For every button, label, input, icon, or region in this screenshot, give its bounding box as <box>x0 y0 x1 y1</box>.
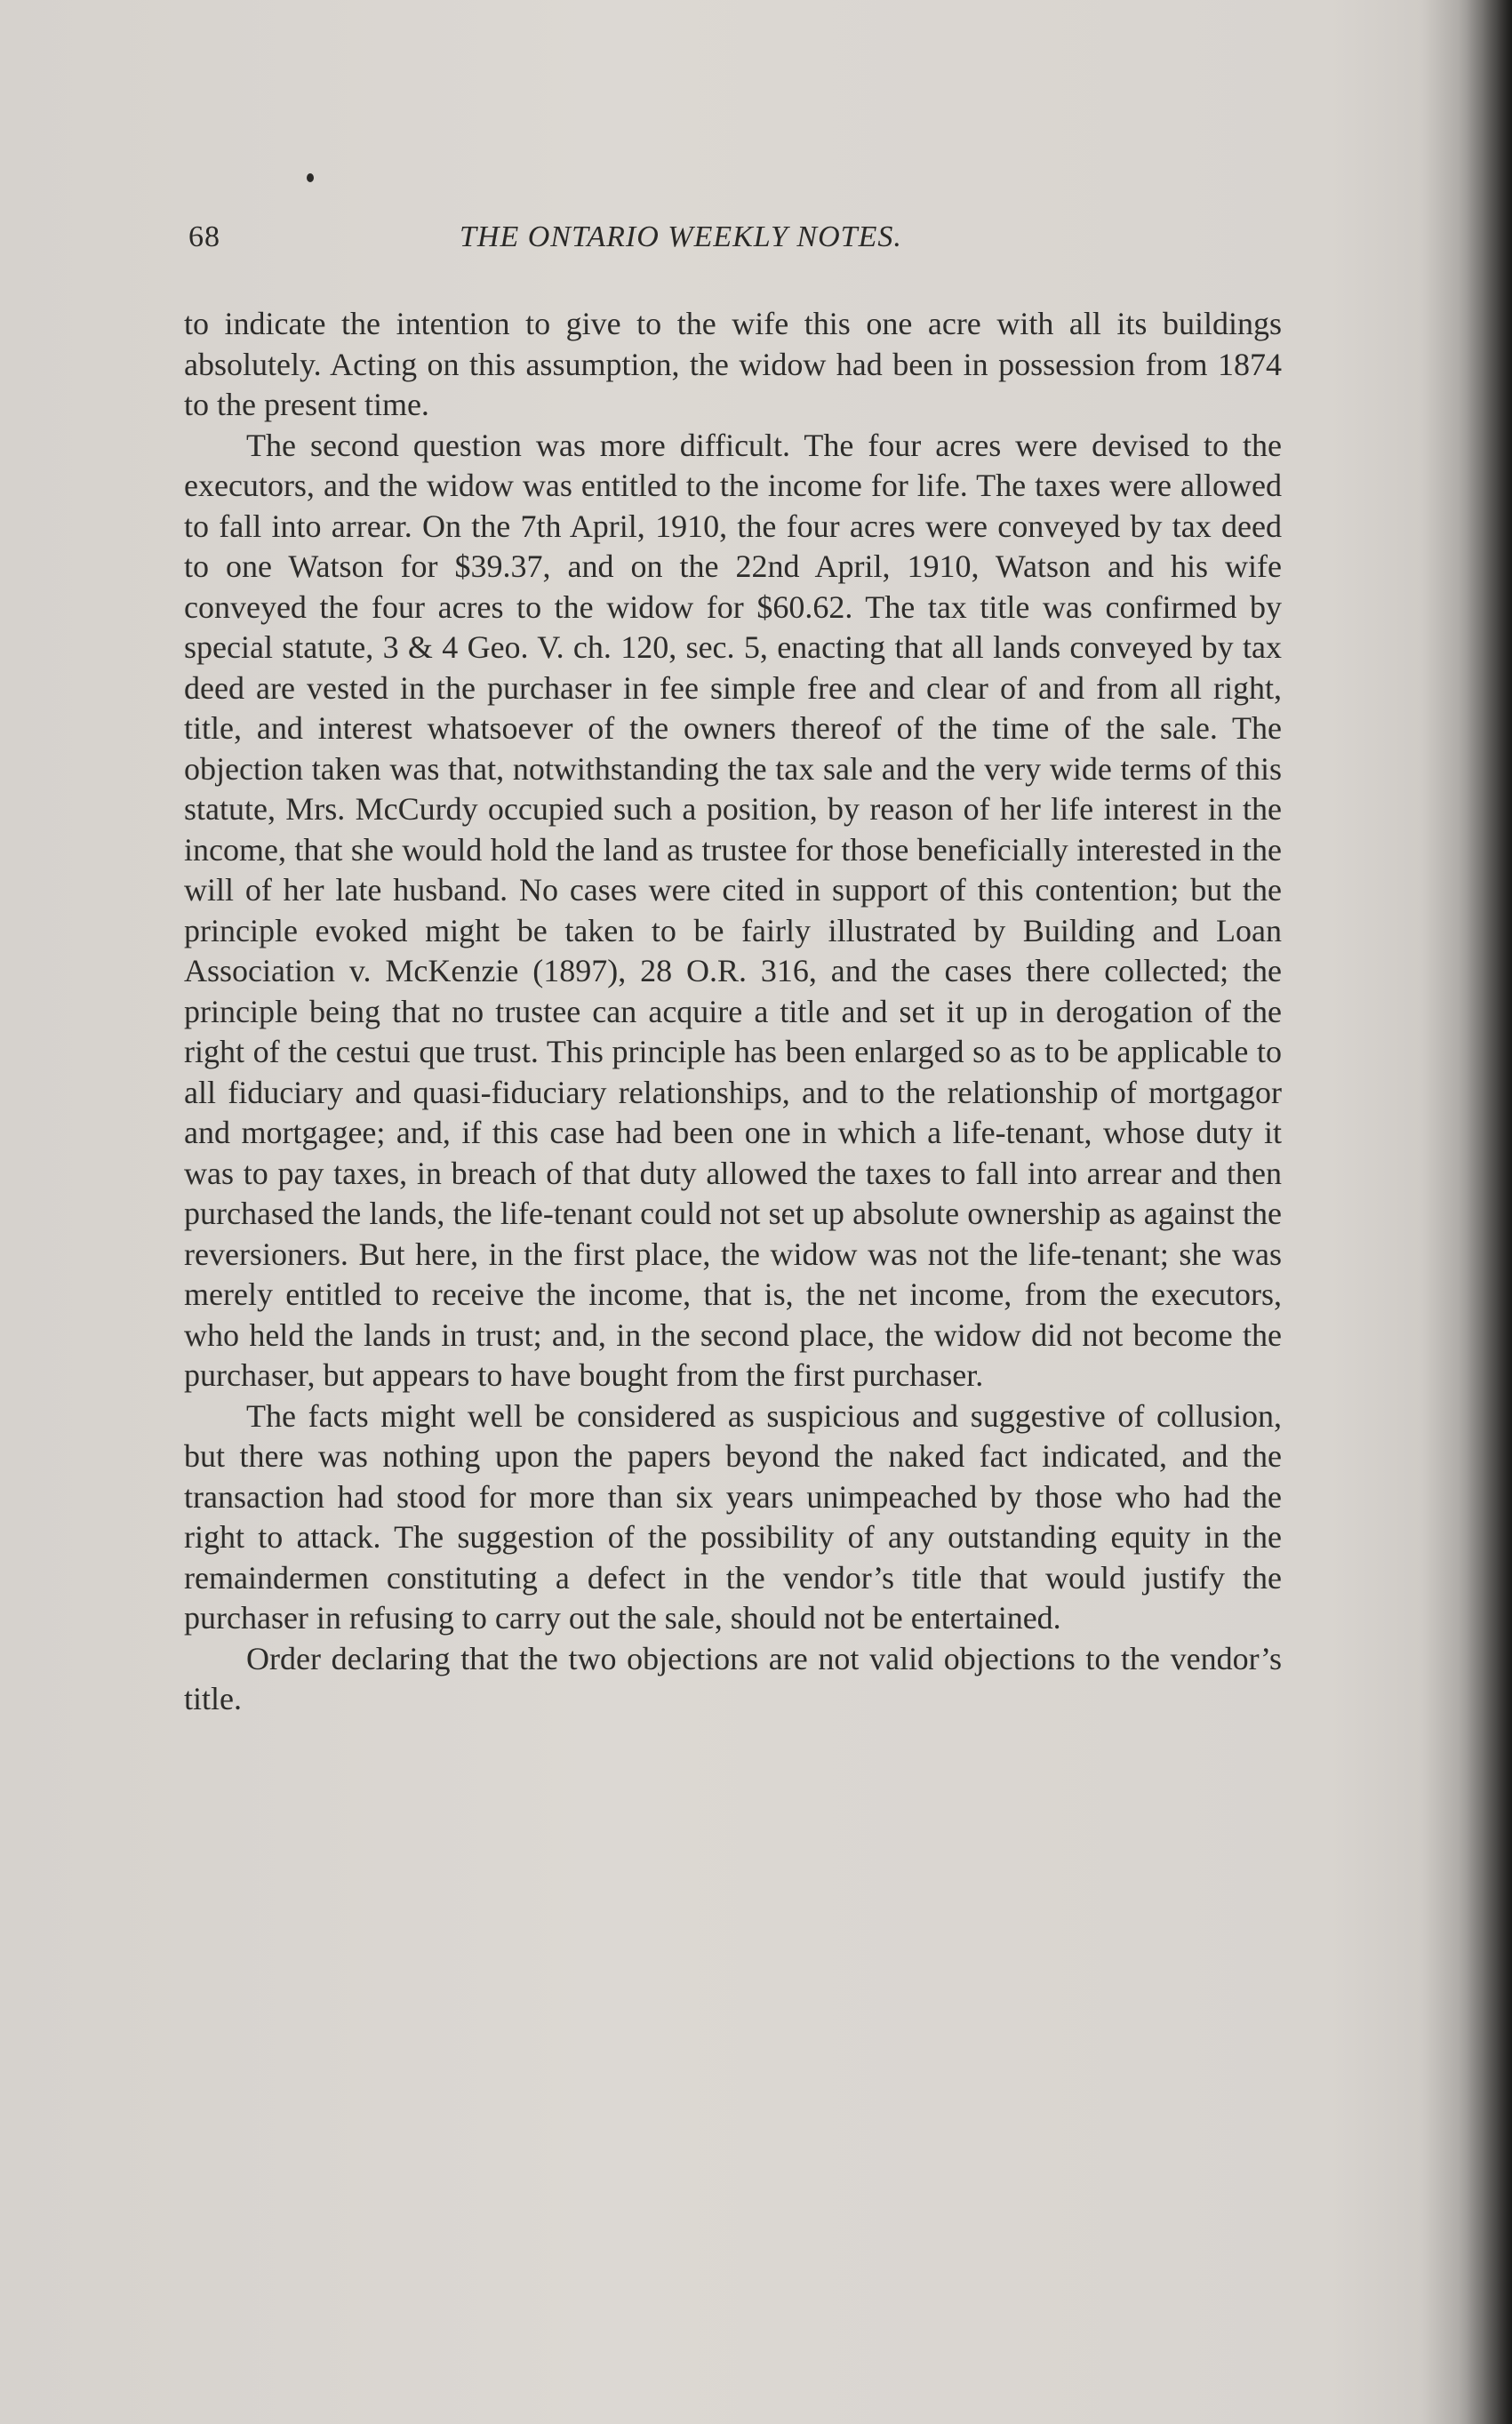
page-header <box>188 220 1291 260</box>
ink-speck <box>307 173 314 182</box>
running-title: THE ONTARIO WEEKLY NOTES. <box>460 220 902 253</box>
binding-shadow <box>1459 0 1512 2424</box>
paragraph: The facts might well be considered as suspicious and suggestive of collusion, but there was nothing upon the papers beyond the naked fact indicated, and the transaction had stood for more than six years unimpeached by those who had the right to attack. The suggestion of the possibility of any outstanding equity in the remaindermen constituting a defect in the vendor’s title that would justify the purchaser in refusing to carry out the sale, should not be entertained. <box>184 1397 1282 1636</box>
paragraph-continued: to indicate the intention to give to the wife this one acre with all its buildings absolutely. Acting on this assumption, the widow had been in possession from 1874 to the present time. <box>184 306 1282 422</box>
paragraph-order: Order declaring that the two objections are not valid objections to the vendor’s title. <box>184 1640 1282 1716</box>
body-text <box>184 304 1282 1720</box>
paragraph: The second question was more difficult. The four acres were devised to the executors, and the widow was entitled to the income for life. The taxes were allowed to fall into arrear. On the 7th April, 1910, the four acres were conveyed by tax deed to one Watson for $39.37, and on the 22nd April, 1910, Watson and his wife conveyed the four acres to the widow for $60.62. The tax title was confirmed by special statute, 3 & 4 Geo. V. ch. 120, sec. 5, enacting that all lands conveyed by tax deed are vested in the purchaser in fee simple free and clear of and from all right, title, and interest whatsoever of the owners thereof of the time of the sale. The objection taken was that, notwithstanding the tax sale and the very wide terms of this statute, Mrs. McCurdy occupied such a position, by reason of her life interest in the income, that she would hold the land as trustee for those beneficially interested in the will of her late husband. No cases were cited in support of this contention; but the principle evoked might be taken to be fairly illustrated by Building and Loan Association v. McKenzie (1897), 28 O.R. 316, and the cases there collected; the principle being that no trustee can acquire a title and set it up in derogation of the right of the cestui que trust. This principle has been enlarged so as to be applicable to all fiduciary and quasi-fiduciary relationships, and to the relationship of mortgagor and mortgagee; and, if this case had been one in which a life-tenant, whose duty it was to pay taxes, in breach of that duty allowed the taxes to fall into arrear and then purchased the lands, the life-tenant could not set up absolute ownership as against the reversioners. But here, in the first place, the widow was not the life-tenant; she was merely entitled to receive the income, that is, the net income, from the executors, who held the lands in trust; and, in the second place, the widow did not become the purchaser, but appears to have bought from the first purchaser. <box>184 427 1282 1393</box>
page-number: 68 <box>188 220 220 253</box>
